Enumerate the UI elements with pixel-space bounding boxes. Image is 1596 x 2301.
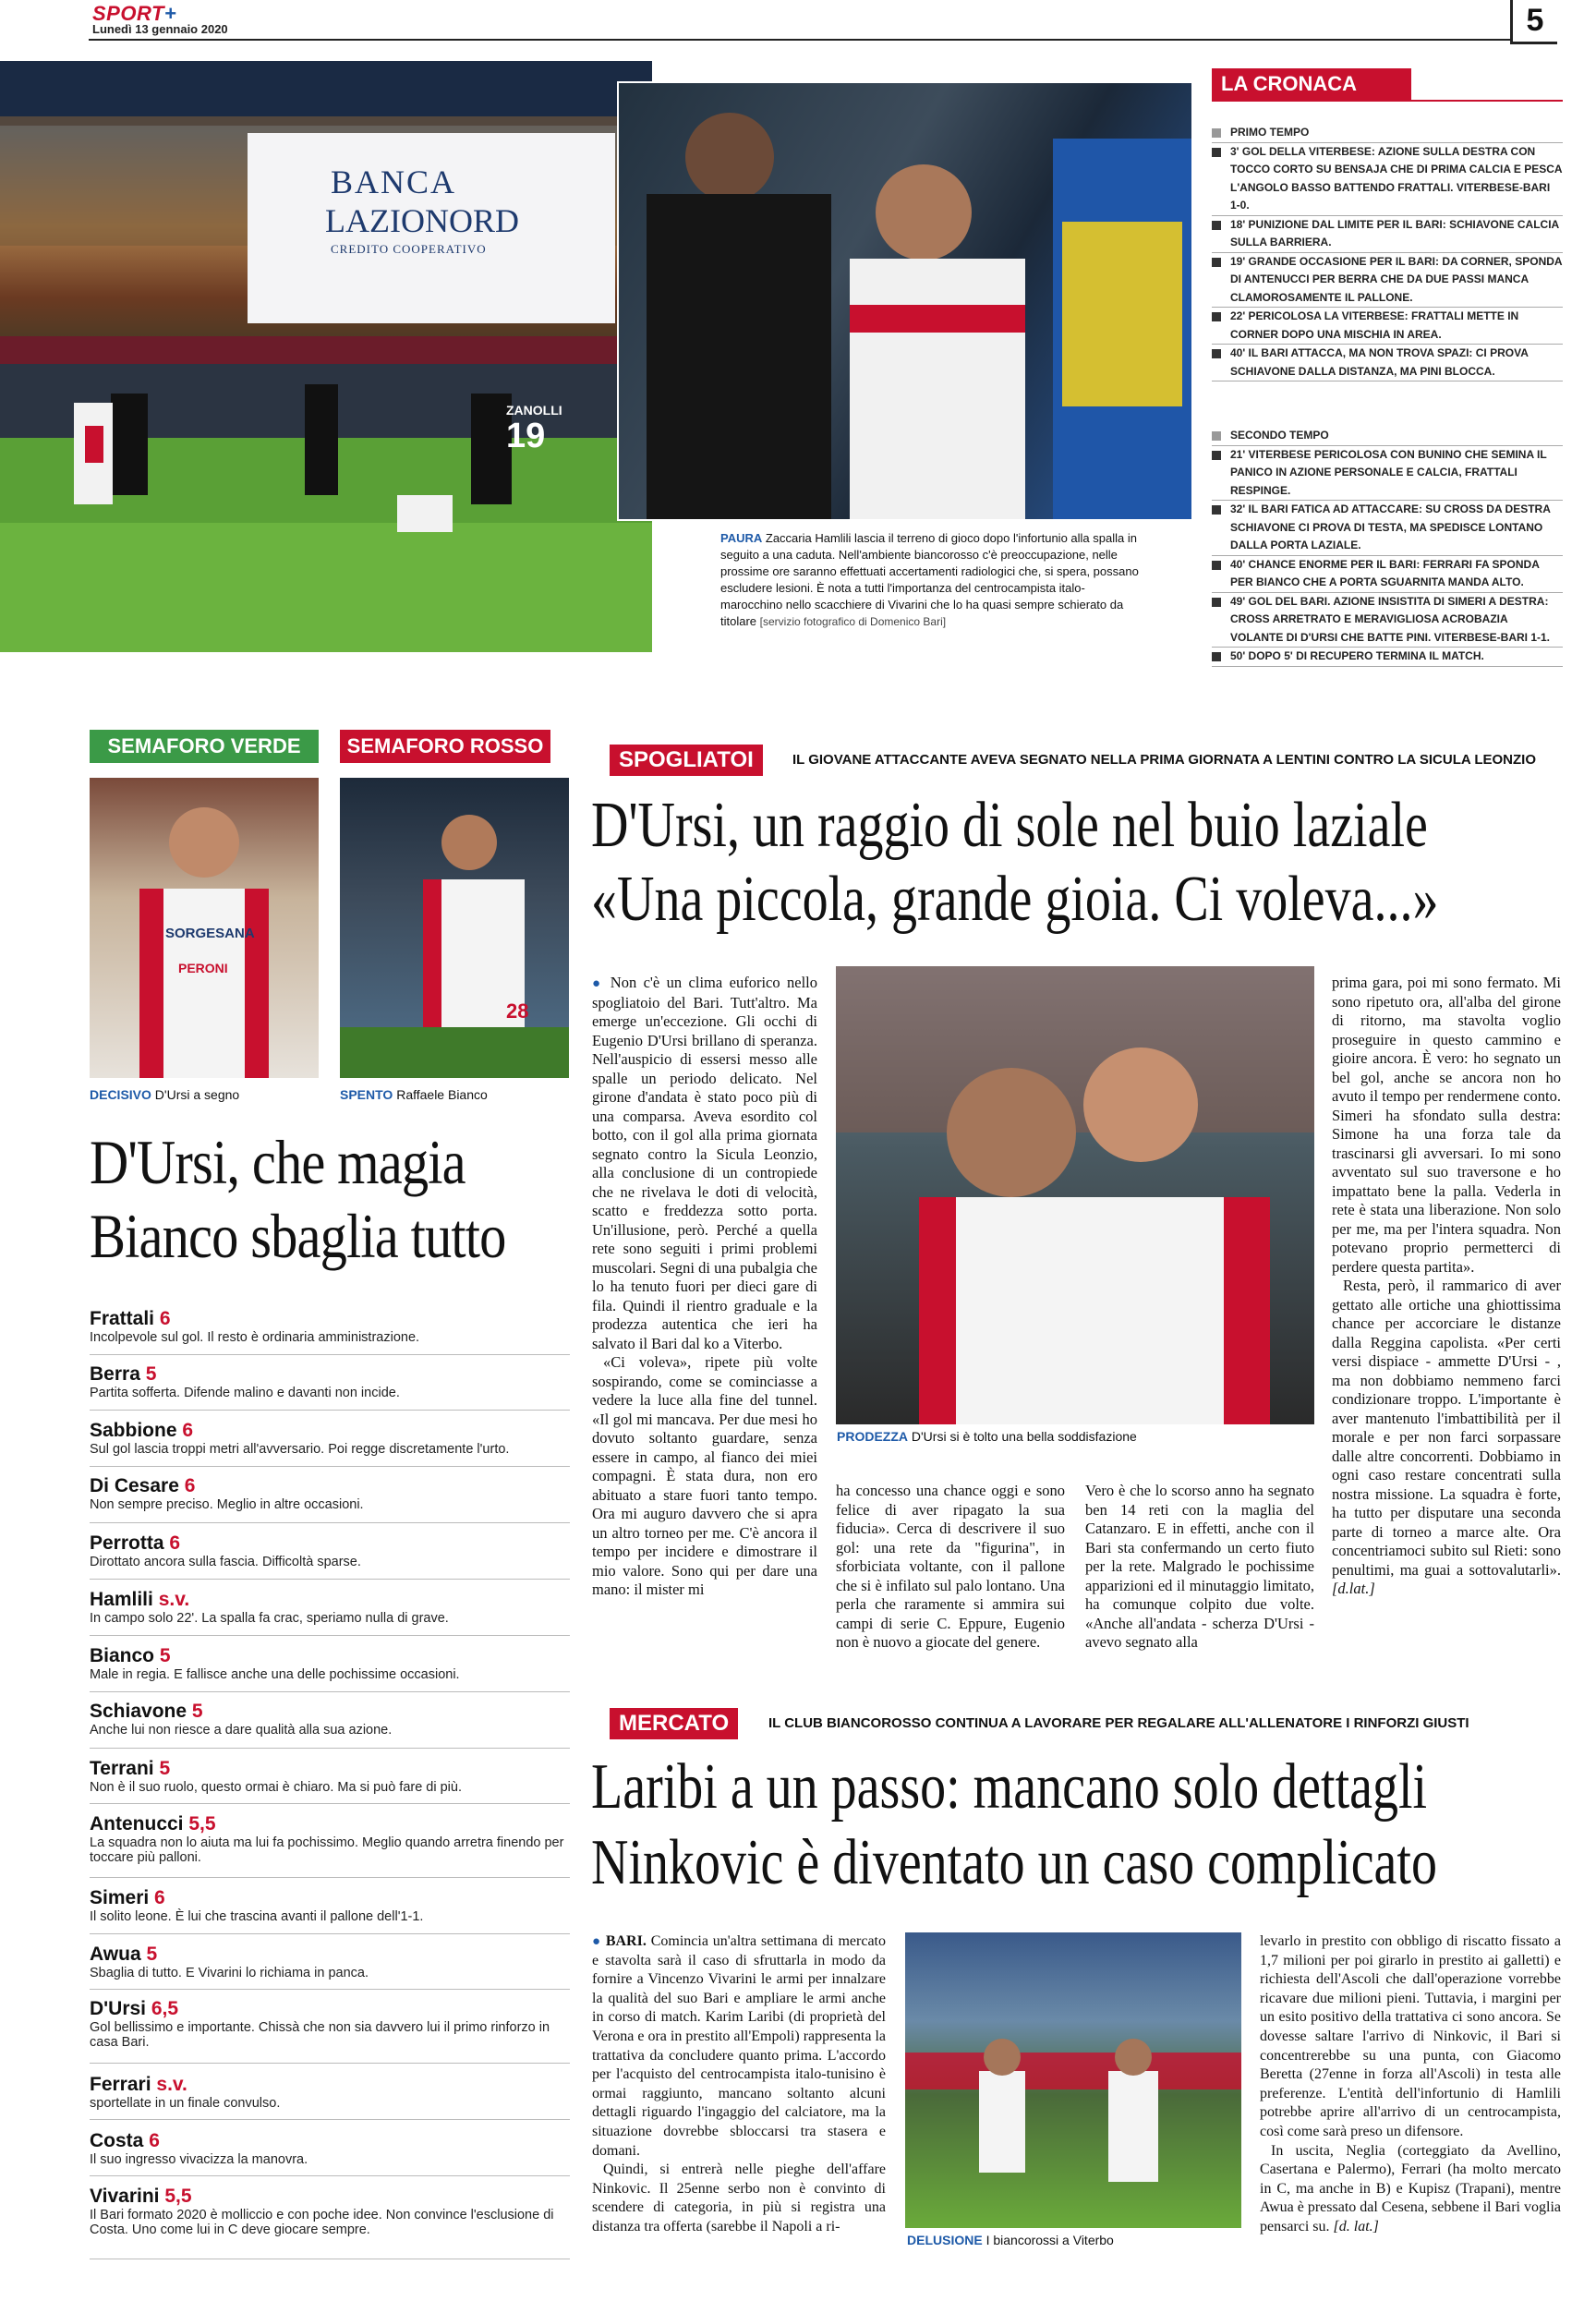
rating-entry [90,2130,570,2176]
mercato-col1: ● BARI. Comincia un'altra settimana di mercato e stavolta sarà il caso di sfruttarla in modo da fornire a Vincenzo Vivarini le armi per innalzare la qualità del suo Bari e ampliare le armi anche in corso di match. Karim Laribi (di proprietà del Verona e ora in prestito all'Empoli) rappresenta la trattativa da concludere quanto prima. L'accordo per l'acquisto del centrocampista italo-tunisino è ormai raggiunto, mancano soltanto alcuni dettagli riguardo l'ingaggio del calciatore, ma la situazione dovrebbe sbloccarsi tra stasera e domani. Quindi, si entrerà nelle pieghe dell'affare Ninkovic. Il 25enne serbo non è convinto di scendere di categoria, in più si registra una distanza tra offerta (sarebbe il Napoli a ri- [592,1933,886,2234]
rating-entry [90,1998,570,2064]
player-vote: 6 [154,1887,165,1908]
player-name: ZANOLLI [506,403,562,418]
signature: [d.lat.] [1332,1580,1375,1597]
player-vote: 6 [184,1475,196,1496]
player-name: Simeri [90,1887,150,1908]
player-name: Costa [90,2130,144,2151]
semaforo-rosso-tag: SEMAFORO ROSSO [340,730,550,763]
player-name: D'Ursi [90,1998,147,2019]
player-vote: 5,5 [188,1813,216,1835]
caption-lead: PAURA [720,531,763,545]
spogliatoi-col4: prima gara, poi mi sono fermato. Mi sono ripetuto ora, all'alba del girone di ritorno, ma stavolta voglio proseguire in questo cammino e gioire ancora. È vero: ho segnato un bel gol, anche se ancora non ho avuto il tempo per rendermene conto. Simeri ha sfondato sulla destra: Simone ha una forza tale da trascinarsi gli avversari. Io mi sono avventato sul suo traversone e ho impattato bene la palla. Vederla in rete è stata una liberazione. Non solo per me, ma per l'intera squadra. Non potevano proprio permetterci di perdere questa partita». Resta, però, il rammarico di aver gettato alle ortiche una ghiottissima chance per accorciare le distanze dalla Reggina capolista. «Per certi versi dispiace - ammette D'Ursi - , ma non dobbiamo nemmeno farci condizionare troppo. L'importante è aver mantenuto l'imbattibilità per il morale e per non farci sorpassare dalle altre concorrenti. Dobbiamo in ogni caso restare concentrati sulla nostra missione. La squadra è forte, ha tutto per disputare una seconda parte di torneo a marce alte. Ora concentriamoci subito sul Rieti: sono penultimi, ma guai a sottovalutarli». [d.lat.] [1332,974,1561,1597]
rating-player [90,1475,570,1497]
cronaca-item: 3' GOL DELLA VITERBESE: AZIONE SULLA DESTRA CON TOCCO CORTO SU BENSAJA CHE DI PRIMA CALCIA E PESCA L'ANGOLO BASSO BATTENDO FRATTALI. VITERBESE-BARI 1-0. [1212,143,1563,216]
hamlili-injury-photo [617,81,1193,521]
cronaca-item: 22' PERICOLOSA LA VITERBESE: FRATTALI METTE IN CORNER DOPO UNA MISCHIA IN AREA. [1212,308,1563,345]
rating-entry [90,1813,570,1878]
banner-text-3: CREDITO COOPERATIVO [331,242,487,256]
rating-player [90,1998,570,2020]
header-rule [89,39,1511,41]
player-vote: 5 [145,1363,157,1385]
issue-date: Lunedì 13 gennaio 2020 [92,22,228,36]
rating-player [90,2186,570,2208]
rating-entry [90,1701,570,1749]
rating-entry [90,1308,570,1355]
player-name: Sabbione [90,1420,177,1441]
banner-text-1: BANCA [331,163,457,200]
player-vote: 5 [159,1645,171,1666]
player-vote: 6 [159,1308,171,1329]
spogliatoi-tag: SPOGLIATOI [610,745,763,776]
cronaca-item: 32' IL BARI FATICA AD ATTACCARE: SU CROSS DA DESTRA SCHIAVONE CI PROVA DI TESTA, MA SPEDISCE LONTANO DALLA PORTA LAZIALE. [1212,501,1563,556]
spogliatoi-col2: ha concesso una chance oggi e sono felice di aver ripagato la sua fiducia». Cerca di descrivere il suo gol: una rete da "figurina", in sforbiciata voltante, con il pallone che si è infilato sul palo lontano. Una perla che raramente si ammira sui campi di serie C. Eppure, Eugenio non è nuovo a giocate del genere. [836,1482,1065,1651]
injury-illustration [619,83,1191,519]
rating-description: Il solito leone. È lui che trascina avanti il pallone dell'1-1. [90,1909,424,1924]
rating-player [90,1813,570,1835]
cronaca-tag: LA CRONACA [1212,68,1411,100]
caption-paura [720,530,1145,630]
rating-player [90,1887,570,1909]
dursi-celebration-photo [836,966,1314,1424]
player-vote: 6 [169,1532,181,1554]
player-name: Ferrari [90,2074,151,2095]
shirt-sponsor: SORGESANA [165,926,255,941]
bianco-illustration [340,778,569,1078]
spogliatoi-kicker: IL GIOVANE ATTACCANTE AVEVA SEGNATO NELLA PRIMA GIORNATA A LENTINI CONTRO LA SICULA LEONZIO [792,752,1536,768]
rating-entry [90,1475,570,1523]
cronaca-item: PRIMO TEMPO [1212,124,1563,143]
caption-spento: SPENTO Raffaele Bianco [340,1087,488,1102]
semaforo-verde-tag: SEMAFORO VERDE [90,730,319,763]
player-name: Berra [90,1363,140,1385]
rating-description: Dirottato ancora sulla fascia. Difficoltà sparse. [90,1555,361,1569]
mercato-headline: Laribi a un passo: mancano solo dettagli Ninkovic è diventato un caso complicato [591,1751,1437,1898]
spogliatoi-col3: Vero è che lo scorso anno ha segnato ben 14 reti con la maglia del Catanzaro. E in effetti, anche con il Bari sta confermando un certo fiuto per la rete. Malgrado le pochissime apparizioni ed il minutaggio limitato, ha comunque colpito due volte. «Anche all'andata - scherza D'Ursi - avevo segnato alla [1085,1482,1314,1651]
spogliatoi-col1: ● Non c'è un clima euforico nello spogliatoio del Bari. Tutt'altro. Ma emerge un'eccezione. Gli occhi di Eugenio D'Ursi brillano di speranza. Nell'auspicio di essersi messo alle spalle un periodo delicato. Nel girone d'andata è stato poco più di una comparsa. Aveva esordito col botto, con il gol alla prima giornata segnato contro la Sicula Leonzio, alla conclusione di un contropiede che ne rivelava le doti di velocità, scatto e freddezza sotto porta. Un'illusione, però. Perché a quella rete sono seguiti i primi problemi muscolari. Segni di una pubalgia che lo ha tenuto fuori per dieci gare di fila. Quindi il rientro graduale e la prodezza autentica che ieri ha salvato il Bari dal ko a Viterbo. «Ci voleva», ripete più volte sospirando, come se cominciasse a vedere la luce alla fine del tunnel. «Il gol mi mancava. Per due mesi ho dovuto soltanto guardare, senza essere in campo, al fianco dei miei compagni. È stata dura, non ero abituato a stare fuori tanto tempo. Ora mi auguro davvero che si apra un altro torneo per me. C'è ancora il tempo per incidere e dimostrare il mio valore. Sono qui per dare una mano: il mister mi [592,974,818,1598]
caption-decisivo: DECISIVO D'Ursi a segno [90,1087,240,1102]
cronaca-first-half-list [1212,124,1563,381]
shirt-number: 28 [506,999,529,1023]
player-name: Antenucci [90,1813,184,1835]
brand-logo: SPORT+ [92,2,177,25]
player-vote: 6 [182,1420,194,1441]
rating-description: Il Bari formato 2020 è molliccio e con poche idee. Non convince l'esclusione di Costa. Uno come lui in C deve giocare sempre. [90,2208,554,2237]
player-vote: 5,5 [164,2186,192,2207]
banner-text-2: LAZIONORD [325,202,519,239]
rating-description: Male in regia. E fallisce anche una delle pochissime occasioni. [90,1667,460,1682]
celebration-illustration [836,966,1314,1424]
rating-entry [90,2074,570,2120]
rating-entry [90,1589,570,1636]
rating-description: Sbaglia di tutto. E Vivarini lo richiama in panca. [90,1966,369,1980]
player-vote: 6 [149,2130,160,2151]
player-name: Bianco [90,1645,155,1666]
rating-player [90,1701,570,1723]
caption-delusione: DELUSIONE I biancorossi a Viterbo [907,2233,1114,2247]
player-name: Di Cesare [90,1475,179,1496]
player-name: Vivarini [90,2186,160,2207]
rating-description: Incolpevole sul gol. Il resto è ordinaria amministrazione. [90,1330,420,1345]
rating-player [90,2074,570,2096]
cronaca-item: 50' DOPO 5' DI RECUPERO TERMINA IL MATCH. [1212,648,1563,667]
rating-entry [90,1645,570,1692]
signature: [d. lat.] [1333,2218,1379,2234]
rating-player [90,1532,570,1555]
rating-entry [90,1944,570,1990]
player-vote: 6,5 [151,1998,179,2019]
rating-entry [90,1887,570,1934]
cronaca-rule [1212,100,1563,102]
caption-text: Zaccaria Hamlili lascia il terreno di gioco dopo l'infortunio alla spalla in seguito a una caduta. Nell'ambiente biancorosso c'è preoccupazione, nelle prossime ore saranno effettuati accertamenti radiologici che, si spera, possano escludere lesioni. È nota a tutti l'importanza del centrocampista italo-marocchino nello scacchiere di Vivarini che lo ha quasi sempre schierato da titolare [720,531,1139,628]
rating-description: In campo solo 22'. La spalla fa crac, speriamo nulla di grave. [90,1611,449,1626]
bullet-icon: ● [592,976,604,991]
match-action-illustration [0,61,652,652]
mercato-kicker: IL CLUB BIANCOROSSO CONTINUA A LAVORARE PER REGALARE ALL'ALLENATORE I RINFORZI GIUSTI [768,1715,1469,1731]
page-header [0,0,1596,46]
cronaca-item: 40' CHANCE ENORME PER IL BARI: FERRARI FA SPONDA PER BIANCO CHE A PORTA SGUARNITA MANDA ALTO. [1212,556,1563,593]
rating-description: La squadra non lo aiuta ma lui fa pochissimo. Meglio quando arretra finendo per toccare più palloni. [90,1835,564,1865]
rating-entry [90,1758,570,1804]
rating-entry [90,2186,570,2259]
rating-description: Gol bellissimo e importante. Chissà che non sia davvero lui il primo rinforzo in casa Bari. [90,2020,550,2050]
player-name: Perrotta [90,1532,164,1554]
rating-player [90,2130,570,2152]
player-vote: 5 [191,1701,203,1722]
rating-description: Non è il suo ruolo, questo ormai è chiaro. Ma si può fare di più. [90,1780,462,1795]
player-vote: 5 [146,1944,158,1965]
rating-entry [90,1532,570,1580]
caption-prodezza: PRODEZZA D'Ursi si è tolto una bella soddisfazione [837,1429,1137,1444]
rating-entry [90,1363,570,1411]
player-name: Schiavone [90,1701,187,1722]
player-name: Awua [90,1944,141,1965]
mercato-col3: levarlo in prestito con obbligo di riscatto fissato a 1,7 milioni per poi girarlo in prestito ai galletti) e richiesta dell'Ascoli che dall'operazione vorrebbe ricavare due milioni pieni. Tuttavia, i margini per un esito positivo della trattativa ci sono ancora. Se dovesse saltare l'arrivo di Ninkovic, il Bari si concentrerebbe su una punta, con Giacomo Beretta (27enne in forza all'Ascoli) in testa alle preferenze. L'entità dell'infortunio di Hamlili potrebbe aprire all'arrivo di un centrocampista, così come sarà preso un difensore. In uscita, Neglia (corteggiato da Avellino, Casertana e Palermo), Ferrari (ha molto mercato in C, ma anche in B) e Kupisz (Trapani), mentre Awua è pressato dal Cesena, sebbene il Bari voglia pensarci su. [d. lat.] [1260,1933,1561,2234]
rating-description: Non sempre preciso. Meglio in altre occasioni. [90,1497,364,1512]
ratings-headline: D'Ursi, che magia Bianco sbaglia tutto [90,1127,506,1271]
cronaca-item: SECONDO TEMPO [1212,427,1563,446]
cronaca-item: 21' VITERBESE PERICOLOSA CON BUNINO CHE SEMINA IL PANICO IN AZIONE PERSONALE E CALCIA, FRATTALI RESPINGE. [1212,446,1563,502]
rating-player [90,1308,570,1330]
spogliatoi-headline: D'Ursi, un raggio di sole nel buio laziale «Una piccola, grande gioia. Ci voleva...» [591,790,1439,935]
mercato-illustration [905,1932,1241,2228]
cronaca-item: 49' GOL DEL BARI. AZIONE INSISTITA DI SIMERI A DESTRA: CROSS ARRETRATO E MERAVIGLIOSA ACROBAZIA VOLANTE DI D'URSI CHE BATTE PINI. VITERBESE-BARI 1-1. [1212,593,1563,648]
player-vote: 5 [159,1758,171,1779]
player-name: Hamlili [90,1589,153,1610]
player-number: 19 [506,417,546,455]
bianco-photo [340,778,569,1078]
cronaca-item: 18' PUNIZIONE DAL LIMITE PER IL BARI: SCHIAVONE CALCIA SULLA BARRIERA. [1212,216,1563,253]
cronaca-item: 40' IL BARI ATTACCA, MA NON TROVA SPAZI: CI PROVA SCHIAVONE DALLA DISTANZA, MA PINI BLOCCA. [1212,345,1563,381]
rating-description: Partita sofferta. Difende malino e davanti non incide. [90,1386,400,1400]
mercato-tag: MERCATO [610,1708,738,1739]
rating-entry [90,1420,570,1467]
rating-description: Il suo ingresso vivacizza la manovra. [90,2152,308,2167]
rating-player [90,1944,570,1966]
player-name: Terrani [90,1758,154,1779]
match-action-photo [0,61,652,652]
photo-credit: [servizio fotografico di Domenico Bari] [759,615,947,628]
player-name: Frattali [90,1308,155,1329]
bullet-icon: ● [592,1934,601,1949]
rating-player [90,1645,570,1667]
rating-player [90,1420,570,1442]
player-vote: s.v. [156,2074,187,2095]
shirt-sponsor-2: PERONI [178,961,228,975]
rating-description: Anche lui non riesce a dare qualità alla sua azione. [90,1723,393,1738]
cronaca-item: 19' GRANDE OCCASIONE PER IL BARI: DA CORNER, SPONDA DI ANTENUCCI PER BERRA CHE DA DUE PASSI MANCA CLAMOROSAMENTE IL PALLONE. [1212,253,1563,309]
rating-player [90,1589,570,1611]
player-vote: s.v. [158,1589,190,1610]
rating-player [90,1758,570,1780]
rating-player [90,1363,570,1386]
cronaca-second-half-list [1212,427,1563,667]
mercato-photo [905,1932,1241,2228]
page-number: 5 [1510,0,1557,44]
rating-description: sportellate in un finale convulso. [90,2096,281,2111]
rating-description: Sul gol lascia troppi metri all'avversario. Poi regge discretamente l'urto. [90,1442,510,1457]
dursi-photo [90,778,319,1078]
